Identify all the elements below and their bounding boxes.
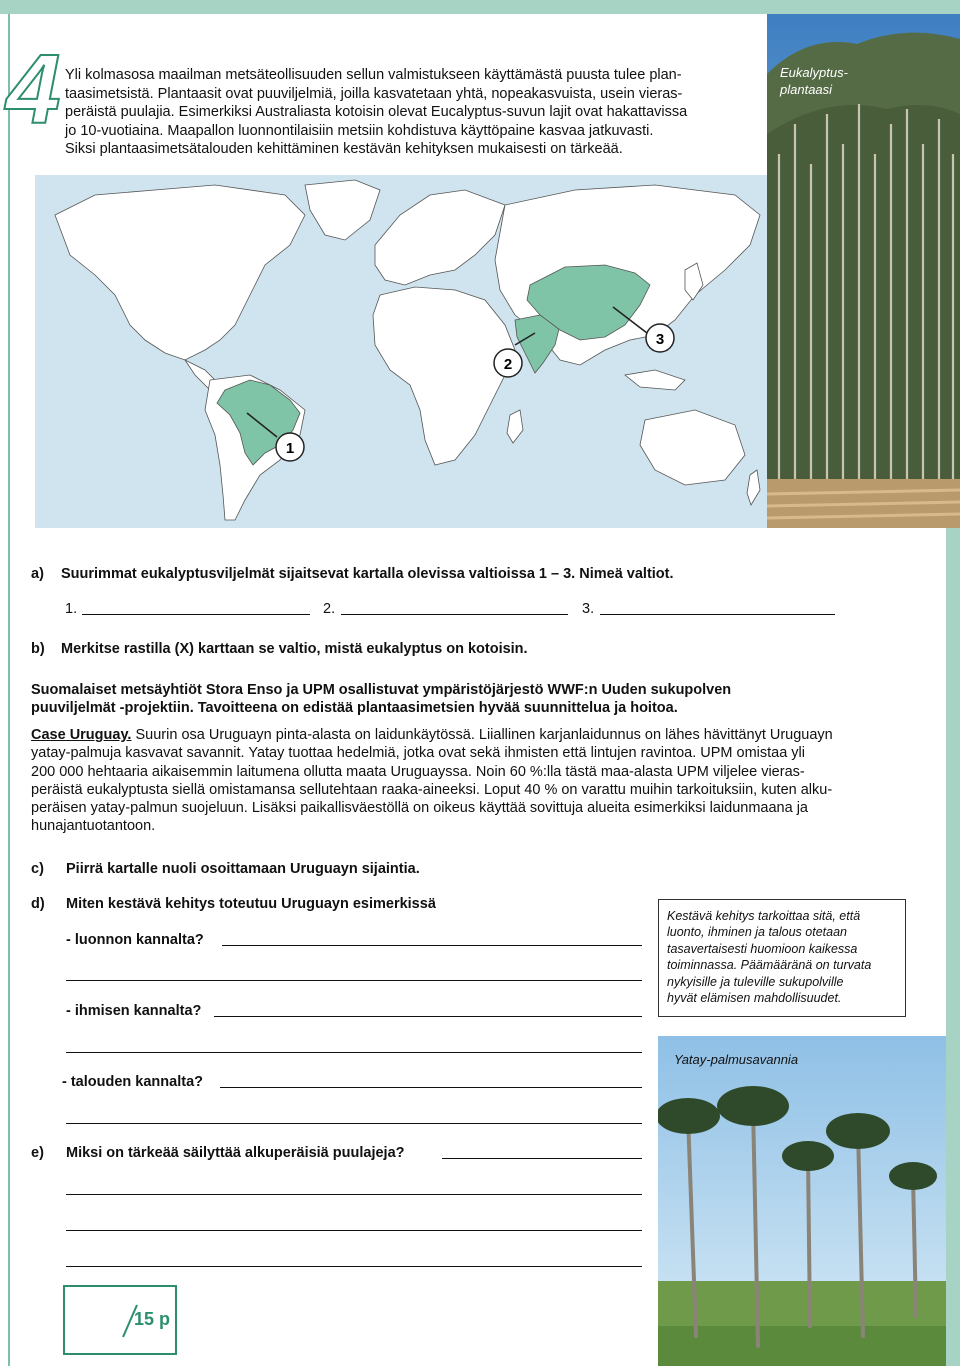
caption-line: plantaasi bbox=[780, 82, 833, 97]
question-d-label: d) bbox=[31, 896, 45, 912]
question-d-text: Miten kestävä kehitys toteutuu Uruguayn esimerkissä bbox=[66, 896, 436, 912]
world-map[interactable] bbox=[35, 175, 767, 528]
case-uruguay bbox=[31, 726, 891, 836]
question-e-text: Miksi on tärkeää säilyttää alkuperäisiä puulajeja? bbox=[66, 1145, 405, 1161]
task-number: 4 bbox=[6, 34, 61, 144]
info-line: nykyisille ja tuleville sukupolville bbox=[667, 974, 844, 989]
question-c-label: c) bbox=[31, 861, 44, 877]
answer-line-e-4[interactable] bbox=[66, 1266, 642, 1267]
info-line: tasavertaisesti huomioon kaikessa bbox=[667, 941, 858, 956]
yatay-palm-savanna-photo bbox=[658, 1036, 946, 1366]
case-line: peräisen yatay-palmun suojeluun. Lisäksi paikallisväestöllä on oikeus käyttää sovittuja alueita esimerkiksi laidunmaana ja bbox=[31, 800, 808, 817]
intro-line: taasimetsistä. Plantaasit ovat puuviljelmiä, joilla kasvatetaan yhtä, nopeakasvuista, usein vieras- bbox=[65, 85, 683, 102]
blank-1-label: 1. bbox=[65, 601, 78, 617]
eucalyptus-caption bbox=[780, 64, 848, 98]
intro-line: Siksi plantaasimetsätalouden kehittäminen kestävän kehityksen mukaisesti on tärkeää. bbox=[65, 141, 623, 157]
info-line: Kestävä kehitys tarkoittaa sitä, että bbox=[667, 909, 861, 923]
answer-line-e-3[interactable] bbox=[66, 1230, 642, 1231]
info-line: toiminnassa. Päämääränä on turvata bbox=[667, 958, 872, 973]
case-title: Case Uruguay. bbox=[31, 727, 132, 743]
intro-line: peräistä puulajia. Esimerkiksi Australiasta kotoisin olevat Eucalyptus-suvun lajit ovat hakattavissa bbox=[65, 104, 688, 120]
question-d-part-nature: - luonnon kannalta? bbox=[66, 932, 204, 948]
case-line: yatay-palmuja kasvavat savannit. Yatay tuottaa hedelmiä, jotka ovat sekä ihmisten että lintujen ravintoa. UPM omistaa yli bbox=[31, 745, 805, 762]
answer-line-economy-2[interactable] bbox=[66, 1123, 642, 1124]
intro-line: jo 10-vuotiaina. Maapallon luonnontilaisiin metsiin kohdistuva käyttöpaine kasvaa jatkuvasti. bbox=[65, 122, 654, 139]
question-b-label: b) bbox=[31, 641, 45, 657]
question-b-text: Merkitse rastilla (X) karttaan se valtio, mistä eukalyptus on kotoisin. bbox=[61, 641, 528, 657]
caption-line: Eukalyptus- bbox=[780, 65, 848, 80]
answer-line-3[interactable] bbox=[600, 614, 835, 615]
answer-line-nature-2[interactable] bbox=[66, 980, 642, 981]
statement-line: Suomalaiset metsäyhtiöt Stora Enso ja UPM osallistuvat ympäristöjärjestö WWF:n Uuden sukupolven bbox=[31, 682, 732, 698]
answer-line-economy-1[interactable] bbox=[220, 1087, 642, 1088]
question-a-label: a) bbox=[31, 566, 44, 582]
statement-line: puuviljelmät -projektiin. Tavoitteena on edistää plantaasimetsien hyvää suunnittelua ja hoitoa. bbox=[31, 700, 678, 717]
info-line: hyvät elämisen mahdollisuudet. bbox=[667, 991, 842, 1006]
case-line: 200 000 hehtaaria aikaisemmin laitumena ollutta maata Uruguayssa. Noin 60 %:lla tästä maa-alasta UPM viljelee vieras- bbox=[31, 763, 805, 780]
marker-1-label: 1 bbox=[285, 440, 295, 457]
top-color-band bbox=[0, 0, 960, 14]
answer-line-e-2[interactable] bbox=[66, 1194, 642, 1195]
question-d-part-human: - ihmisen kannalta? bbox=[66, 1003, 202, 1019]
answer-line-1[interactable] bbox=[82, 614, 310, 615]
question-c-text: Piirrä kartalle nuoli osoittamaan Uruguayn sijaintia. bbox=[66, 861, 420, 877]
case-line: hunajantuotantoon. bbox=[31, 818, 156, 835]
intro-line: Yli kolmasosa maailman metsäteollisuuden sellun valmistukseen käyttämästä puusta tulee plan- bbox=[65, 67, 682, 83]
blank-3-label: 3. bbox=[582, 601, 595, 617]
question-a-text: Suurimmat eukalyptusviljelmät sijaitsevat kartalla olevissa valtioissa 1 – 3. Nimeä valtiot. bbox=[61, 566, 674, 582]
sustainable-development-box bbox=[658, 899, 906, 1017]
answer-line-nature-1[interactable] bbox=[222, 945, 642, 946]
savanna-caption: Yatay-palmusavannia bbox=[674, 1052, 799, 1067]
answer-line-human-2[interactable] bbox=[66, 1052, 642, 1053]
case-line: peräistä eukalyptusta siellä omistamansa sellutehtaan raaka-aineeksi. Loput 40 % on varattu muihin tarkoituksiin, kuten alku- bbox=[31, 781, 833, 798]
score-text: 15 p bbox=[134, 1309, 171, 1329]
blank-2-label: 2. bbox=[323, 601, 336, 617]
question-e-label: e) bbox=[31, 1145, 44, 1161]
answer-line-2[interactable] bbox=[341, 614, 568, 615]
case-line: Suurin osa Uruguayn pinta-alasta on laidunkäytössä. Liiallinen karjanlaidunnus on lähes hävittänyt Uruguayn bbox=[131, 727, 833, 743]
answer-line-e-1[interactable] bbox=[442, 1158, 642, 1159]
info-line: luonto, ihminen ja talous otetaan bbox=[667, 925, 847, 940]
marker-3-label: 3 bbox=[655, 331, 665, 348]
wwf-statement bbox=[31, 681, 891, 718]
marker-2-label: 2 bbox=[503, 356, 513, 373]
question-d-part-economy: - talouden kannalta? bbox=[62, 1074, 203, 1090]
answer-line-human-1[interactable] bbox=[214, 1016, 642, 1017]
intro-text bbox=[65, 66, 765, 159]
